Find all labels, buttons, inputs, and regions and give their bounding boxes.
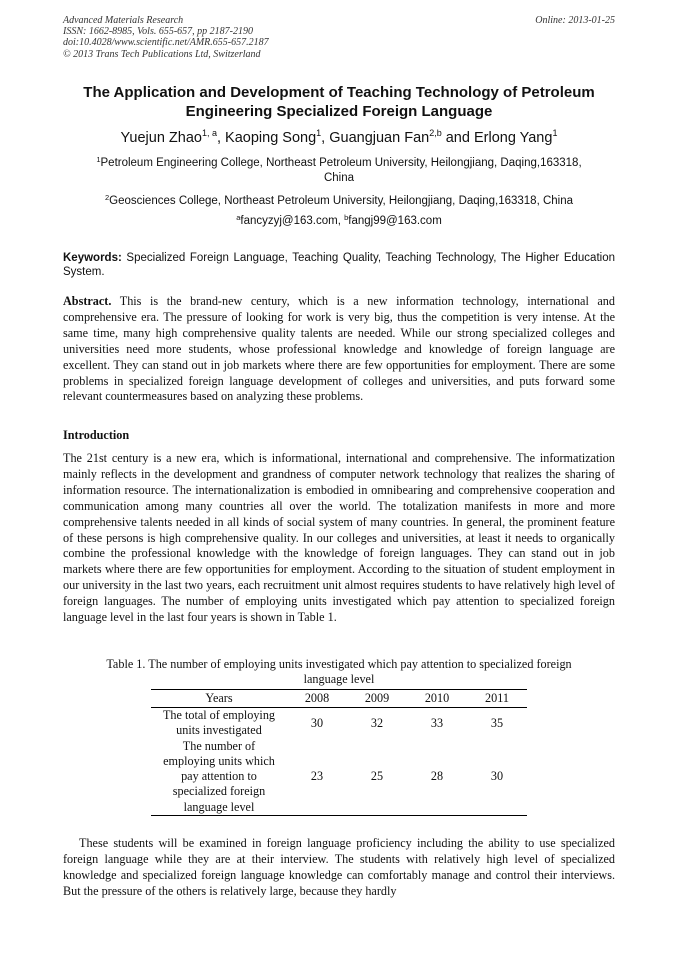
table-header-cell: 2010 xyxy=(407,690,467,708)
table-row-label-line: specialized foreign xyxy=(172,784,266,799)
author-1: Yuejun Zhao xyxy=(120,130,202,146)
table-1-caption xyxy=(63,657,615,687)
paper-title xyxy=(50,83,628,121)
journal-header xyxy=(63,15,269,60)
table-cell: 28 xyxy=(407,739,467,816)
title-line-1: The Application and Development of Teaching Technology of Petroleum xyxy=(83,84,595,101)
table-header-cell: 2008 xyxy=(287,690,347,708)
table-row-label xyxy=(151,739,287,816)
table-row-label-line: The total of employing xyxy=(162,708,276,722)
table-cell: 30 xyxy=(467,739,527,816)
author-list xyxy=(40,130,638,146)
journal-name: Advanced Materials Research xyxy=(63,15,184,26)
author-1-sup: 1, a xyxy=(201,128,217,138)
table-header-cell: 2011 xyxy=(467,690,527,708)
table-header-row xyxy=(151,690,527,708)
keywords-text: Specialized Foreign Language, Teaching Quality, Teaching Technology, The Higher Education System. xyxy=(63,252,615,278)
online-date: Online: 2013-01-25 xyxy=(535,15,615,26)
title-line-2: Engineering Specialized Foreign Language xyxy=(185,103,493,120)
table-row-label xyxy=(151,708,287,739)
table-cell: 32 xyxy=(370,715,384,730)
author-4: and Erlong Yang xyxy=(441,130,553,146)
table-1-caption-line-2: language level xyxy=(303,672,375,686)
affiliation-2 xyxy=(63,194,615,209)
affiliation-2-sup: 2 xyxy=(104,193,110,202)
table-cell: 35 xyxy=(490,715,504,730)
table-cell: 33 xyxy=(430,715,444,730)
keywords-label: Keywords: xyxy=(63,252,122,264)
author-3-sup: 2,b xyxy=(429,128,442,138)
introduction-paragraph-2: These students will be examined in foreign language proficiency including the ability to use specialized foreign language while they are at their interview. The students with relatively high level of specialized knowledge and specialized foreign language knowledge can comfortably manage and control their interviews. But the pressure of the others is relatively large, because they hardly xyxy=(63,836,615,898)
table-row xyxy=(151,708,527,739)
author-2: , Kaoping Song xyxy=(216,130,317,146)
introduction-heading: Introduction xyxy=(63,428,130,442)
keywords xyxy=(63,251,615,279)
author-2-sup: 1 xyxy=(316,128,322,138)
issn-line: ISSN: 1662-8985, Vols. 655-657, pp 2187-2190 xyxy=(63,26,253,38)
table-row-label-line: pay attention to xyxy=(181,769,257,784)
email-a: fancyzyj@163.com, xyxy=(240,215,345,227)
introduction-paragraph-1: The 21st century is a new era, which is informational, international and comprehensive. The informatization mainly reflects in the development and grandness of computer network technology that realizes the sharing of information resource. The internationalization is embodied in omnibearing and comprehensive cooperation and communication among many countries all over the world. The totalization manifests in more and more comprehensive talents needed in all kinds of social system of many countries. In general, the prominent feature of these persons is high comprehensive quality. In our colleges and universities, at least it needs to organically combine the professional knowledge with the knowledge of foreign languages. They can stand out in job markets where there are few opportunities for employment. According to the situation of student employment in our university in the last two years, each recruitment unit almost requires students to have relatively high level of foreign languages. The number of employing units investigated which pay attention to specialized foreign language level in the last four years is shown in Table 1. xyxy=(63,451,615,625)
affiliation-1-line-1: Petroleum Engineering College, Northeast Petroleum University, Heilongjiang, Daqing,163318, xyxy=(100,157,582,169)
author-3: , Guangjuan Fan xyxy=(321,130,430,146)
doi-line: doi:10.4028/www.scientific.net/AMR.655-657.2187 xyxy=(63,37,269,49)
table-row-label-line: employing units which xyxy=(163,753,275,768)
affiliation-1 xyxy=(63,156,615,186)
table-cell: 25 xyxy=(347,739,407,816)
table-row-label-line: The number of xyxy=(182,738,256,753)
table-header-cell: 2009 xyxy=(347,690,407,708)
abstract-text: This is the brand-new century, which is a new information technology, international and comprehensive era. The pressure of looking for work is very big, thus the competition is very intense. At the same time, many high comprehensive quality talents are needed. While our strong specialized colleges and universities need more students, whose professional knowledge and knowledge of foreign language are excellent. They can stand out in job markets where there are few opportunities for employment. There are some problems in specialized foreign language development of colleges and universities, and puts forward some relevant countermeasures based on analyzing these problems. xyxy=(63,294,615,404)
table-1-caption-line-1: Table 1. The number of employing units investigated which pay attention to specialized foreign xyxy=(106,657,572,671)
email-b-sup: b xyxy=(344,213,349,222)
table-1 xyxy=(151,689,527,816)
email-a-sup: a xyxy=(236,213,241,222)
table-row-label-line: units investigated xyxy=(176,723,262,738)
table-row xyxy=(151,739,527,816)
table-cell: 23 xyxy=(287,739,347,816)
affiliation-1-sup: 1 xyxy=(96,155,101,164)
affiliation-2-text: Geosciences College, Northeast Petroleum University, Heilongjiang, Daqing,163318, China xyxy=(109,195,574,207)
author-emails xyxy=(63,214,615,229)
table-header-cell: Years xyxy=(151,690,287,708)
email-b: fangj99@163.com xyxy=(348,215,442,227)
affiliation-1-line-2: China xyxy=(323,172,355,184)
table-cell: 30 xyxy=(310,715,324,730)
abstract-label: Abstract. xyxy=(63,294,112,308)
author-4-sup: 1 xyxy=(552,128,558,138)
copyright-line: © 2013 Trans Tech Publications Ltd, Switzerland xyxy=(63,48,261,60)
abstract xyxy=(63,294,615,405)
table-row-label-line: language level xyxy=(183,799,255,814)
